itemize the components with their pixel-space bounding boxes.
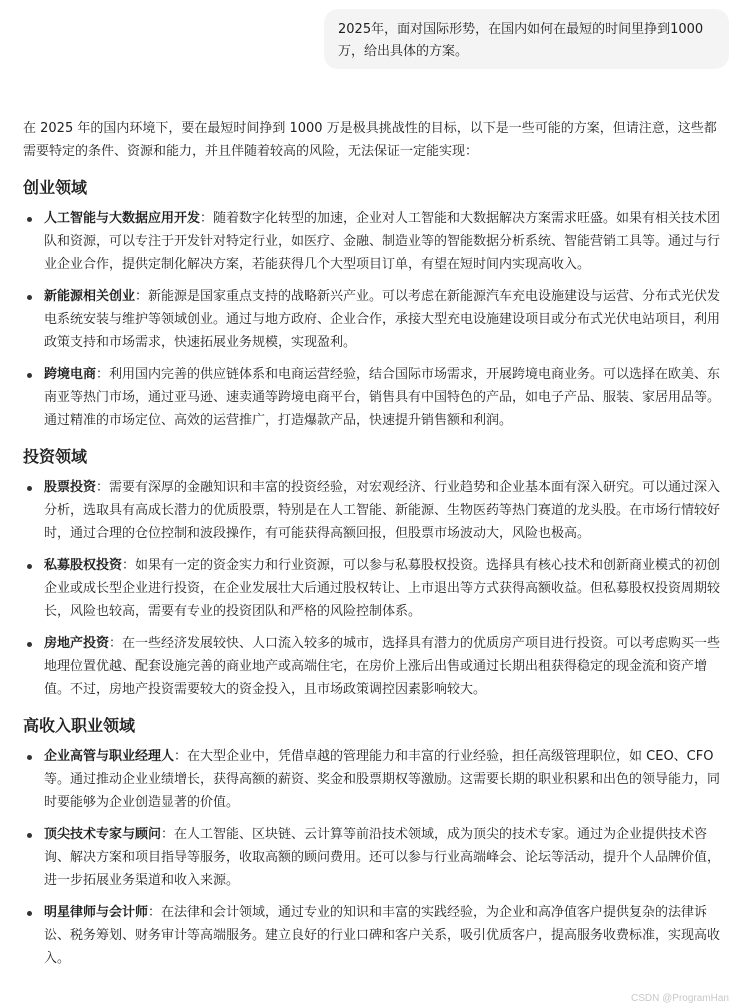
item-term: 企业高管与职业经理人 — [44, 749, 175, 764]
item-description: ：在大型企业中，凭借卓越的管理能力和丰富的行业经验，担任高级管理职位，如 CEO、CFO 等。通过推动企业业绩增长，获得高额的薪资、奖金和股票期权等激励。这需要长期的职业积累和出色的领导能力，同时要能够为企业创造显著的价值。 — [44, 749, 721, 810]
bullet-dot-icon — [27, 486, 32, 491]
section-list — [23, 476, 723, 701]
bullet-dot-icon — [27, 833, 32, 838]
section-title: 高收入职业领域 — [23, 716, 136, 735]
section-title: 创业领域 — [23, 178, 88, 197]
bullet-dot-icon — [27, 564, 32, 569]
bullet-dot-icon — [27, 755, 32, 760]
item-term: 顶尖技术专家与顾问 — [44, 827, 162, 842]
bullet-dot-icon — [27, 295, 32, 300]
assistant-answer — [23, 117, 723, 979]
item-description: ：需要有深厚的金融知识和丰富的投资经验，对宏观经济、行业趋势和企业基本面有深入研究。可以通过深入分析，选取具有高成长潜力的优质股票，特别是在人工智能、新能源、生物医药等热门赛道的龙头股。在市场行情较好时，通过合理的仓位控制和波段操作，有可能获得高额回报，但股票市场波动大，风险也极高。 — [44, 480, 721, 541]
item-term: 股票投资 — [44, 480, 97, 495]
item-description: ：利用国内完善的供应链体系和电商运营经验，结合国际市场需求，开展跨境电商业务。可以选择在欧美、东南亚等热门市场，通过亚马逊、速卖通等跨境电商平台，销售具有中国特色的产品，如电子产品、服装、家居用品等。通过精准的市场定位、高效的运营推广，打造爆款产品，快速提升销售额和利润。 — [44, 367, 721, 428]
list-item — [23, 632, 723, 701]
list-item — [23, 745, 723, 814]
bullet-dot-icon — [27, 373, 32, 378]
watermark: CSDN @ProgramHan — [631, 993, 729, 1004]
item-term: 明星律师与会计师 — [44, 905, 149, 920]
list-item — [23, 554, 723, 623]
user-message-bubble — [324, 9, 729, 69]
item-term: 人工智能与大数据应用开发 — [44, 211, 201, 226]
list-item — [23, 207, 723, 276]
section-list — [23, 745, 723, 970]
bullet-dot-icon — [27, 642, 32, 647]
item-description: ：在法律和会计领域，通过专业的知识和丰富的实践经验，为企业和高净值客户提供复杂的法律诉讼、税务筹划、财务审计等高端服务。建立良好的行业口碑和客户关系，吸引优质客户，提高服务收费标准，实现高收入。 — [44, 905, 721, 966]
list-item — [23, 823, 723, 892]
list-item — [23, 901, 723, 970]
answer-intro: 在 2025 年的国内环境下，要在最短时间挣到 1000 万是极具挑战性的目标，以下是一些可能的方案，但请注意，这些都需要特定的条件、资源和能力，并且伴随着较高的风险，无法保证一定能实现： — [23, 121, 717, 159]
section-list — [23, 207, 723, 432]
section-title: 投资领域 — [23, 447, 88, 466]
item-term: 跨境电商 — [44, 367, 97, 382]
bullet-dot-icon — [27, 911, 32, 916]
item-description: ：在一些经济发展较快、人口流入较多的城市，选择具有潜力的优质房产项目进行投资。可以考虑购买一些地理位置优越、配套设施完善的商业地产或高端住宅，在房价上涨后出售或通过长期出租获得稳定的现金流和资产增值。不过，房地产投资需要较大的资金投入，且市场政策调控因素影响较大。 — [44, 636, 721, 697]
list-item — [23, 285, 723, 354]
list-item — [23, 363, 723, 432]
list-item — [23, 476, 723, 545]
item-description: ：新能源是国家重点支持的战略新兴产业。可以考虑在新能源汽车充电设施建设与运营、分布式光伏发电系统安装与维护等领域创业。通过与地方政府、企业合作，承接大型充电设施建设项目或分布式光伏电站项目，利用政策支持和市场需求，快速拓展业务规模，实现盈利。 — [44, 289, 721, 350]
item-description: ：在人工智能、区块链、云计算等前沿技术领域，成为顶尖的技术专家。通过为企业提供技术咨询、解决方案和项目指导等服务，收取高额的顾问费用。还可以参与行业高端峰会、论坛等活动，提升个人品牌价值，进一步拓展业务渠道和收入来源。 — [44, 827, 721, 888]
item-term: 新能源相关创业 — [44, 289, 136, 304]
answer-sections — [23, 177, 723, 970]
item-description: ：随着数字化转型的加速，企业对人工智能和大数据解决方案需求旺盛。如果有相关技术团队和资源，可以专注于开发针对特定行业，如医疗、金融、制造业等的智能数据分析系统、智能营销工具等。通过与行业企业合作，提供定制化解决方案，若能获得几个大型项目订单，有望在短时间内实现高收入。 — [44, 211, 721, 272]
item-description: ：如果有一定的资金实力和行业资源，可以参与私募股权投资。选择具有核心技术和创新商业模式的初创企业或成长型企业进行投资，在企业发展壮大后通过股权转让、上市退出等方式获得高额收益。但私募股权投资周期较长，风险也较高，需要有专业的投资团队和严格的风险控制体系。 — [44, 558, 721, 619]
item-term: 私募股权投资 — [44, 558, 123, 573]
item-term: 房地产投资 — [44, 636, 110, 651]
user-message-text: 2025年，面对国际形势，在国内如何在最短的时间里挣到1000万，给出具体的方案。 — [338, 22, 704, 59]
bullet-dot-icon — [27, 217, 32, 222]
